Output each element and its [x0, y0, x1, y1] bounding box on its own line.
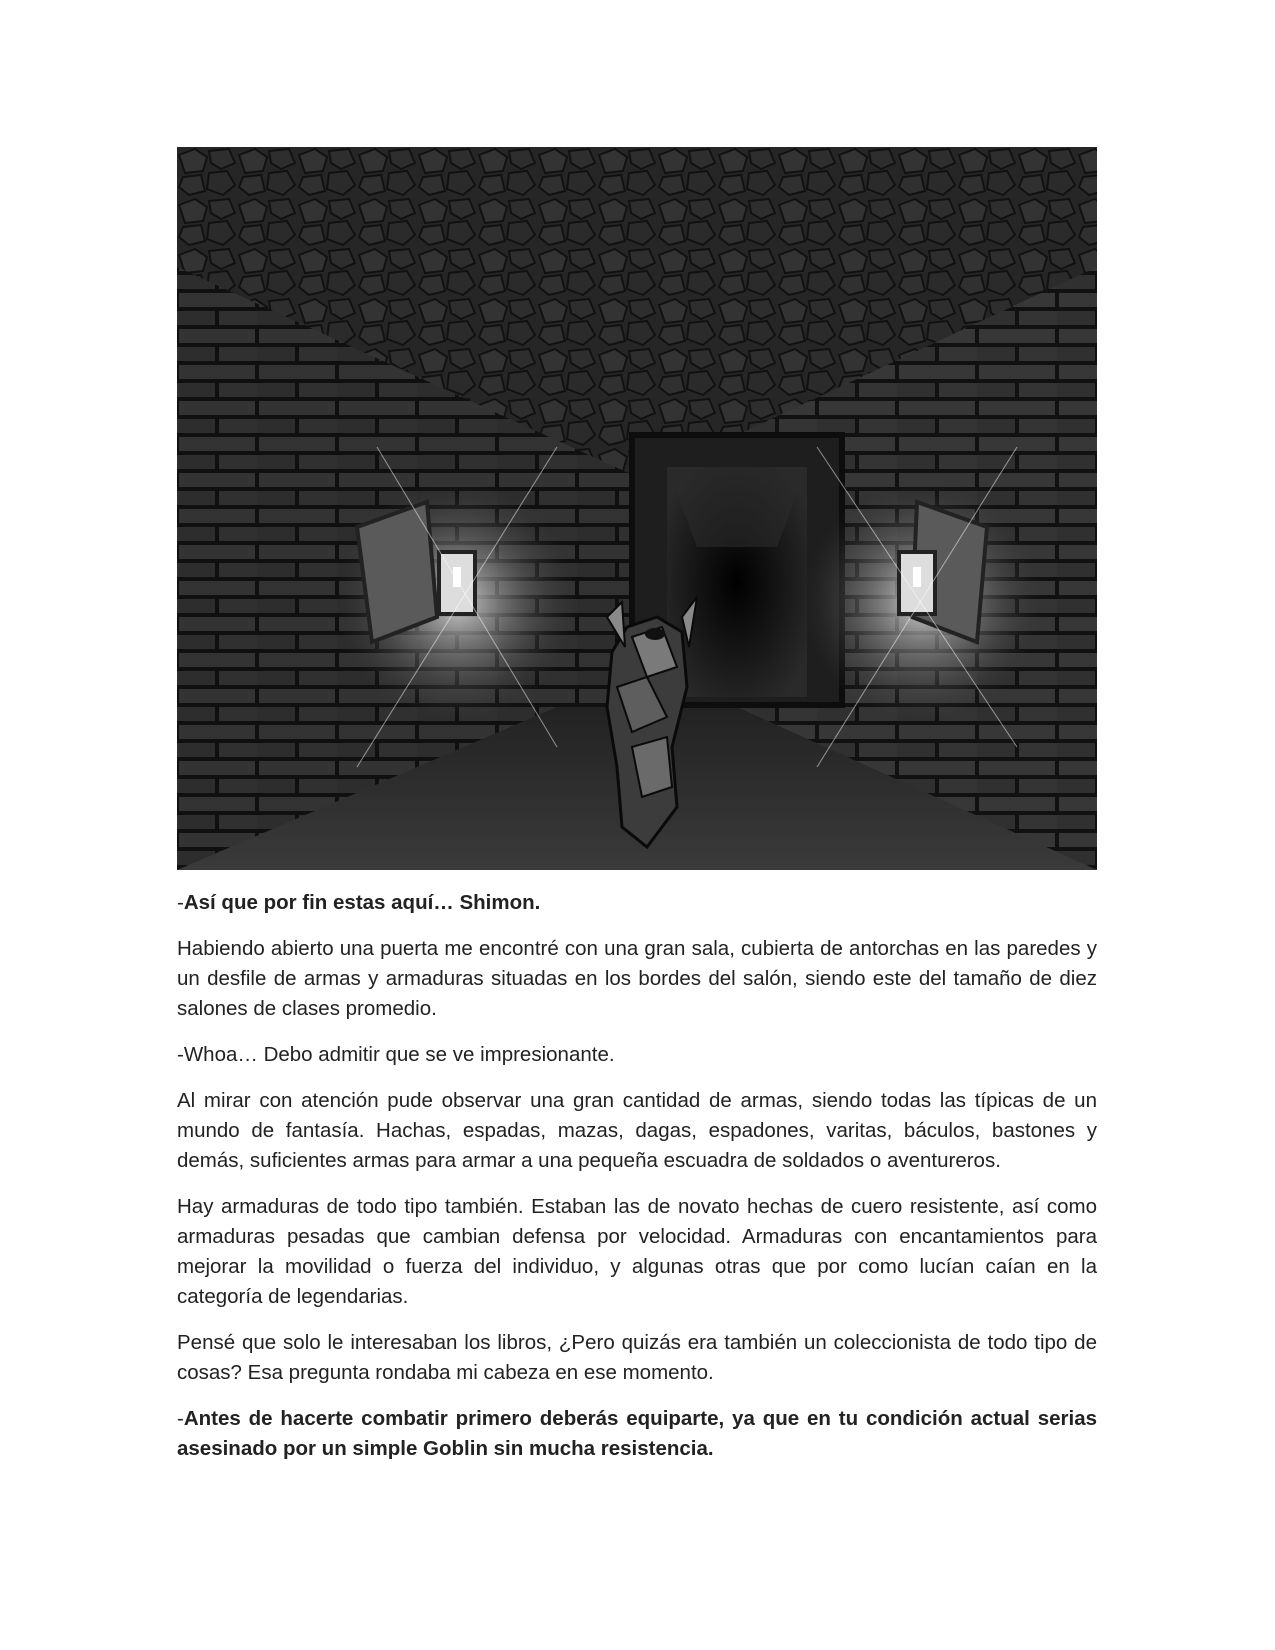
- narration-paragraph: Habiendo abierto una puerta me encontré con una gran sala, cubierta de antorchas en las paredes y un desfile de armas y armaduras situadas en los bordes del salón, siendo este del tamaño de diez salones de clases promedio.: [177, 937, 1097, 1020]
- dialogue-line: -Whoa… Debo admitir que se ve impresionante.: [177, 1043, 615, 1066]
- story-text: [177, 888, 1097, 1480]
- narration-paragraph: Al mirar con atención pude observar una gran cantidad de armas, siendo todas las típicas de un mundo de fantasía. Hachas, espadas, mazas, dagas, espadones, varitas, báculos, bastones y demás, suficientes armas para armar a una pequeña escuadra de soldados o aventureros.: [177, 1089, 1097, 1172]
- narration-paragraph: Pensé que solo le interesaban los libros, ¿Pero quizás era también un coleccionista de todo tipo de cosas? Esa pregunta rondaba mi cabeza en ese momento.: [177, 1331, 1097, 1384]
- dungeon-corridor-illustration: [177, 147, 1097, 870]
- narration-paragraph: Hay armaduras de todo tipo también. Estaban las de novato hechas de cuero resistente, así como armaduras pesadas que cambian defensa por velocidad. Armaduras con encantamientos para mejorar la movilidad o fuerza del individuo, y algunas otras que por como lucían caían en la categoría de legendarias.: [177, 1195, 1097, 1308]
- dungeon-illustration: [177, 147, 1097, 870]
- dialogue-line: -Así que por fin estas aquí… Shimon.: [177, 891, 541, 914]
- dialogue-line: -Antes de hacerte combatir primero deberás equiparte, ya que en tu condición actual serias asesinado por un simple Goblin sin mucha resistencia.: [177, 1407, 1097, 1460]
